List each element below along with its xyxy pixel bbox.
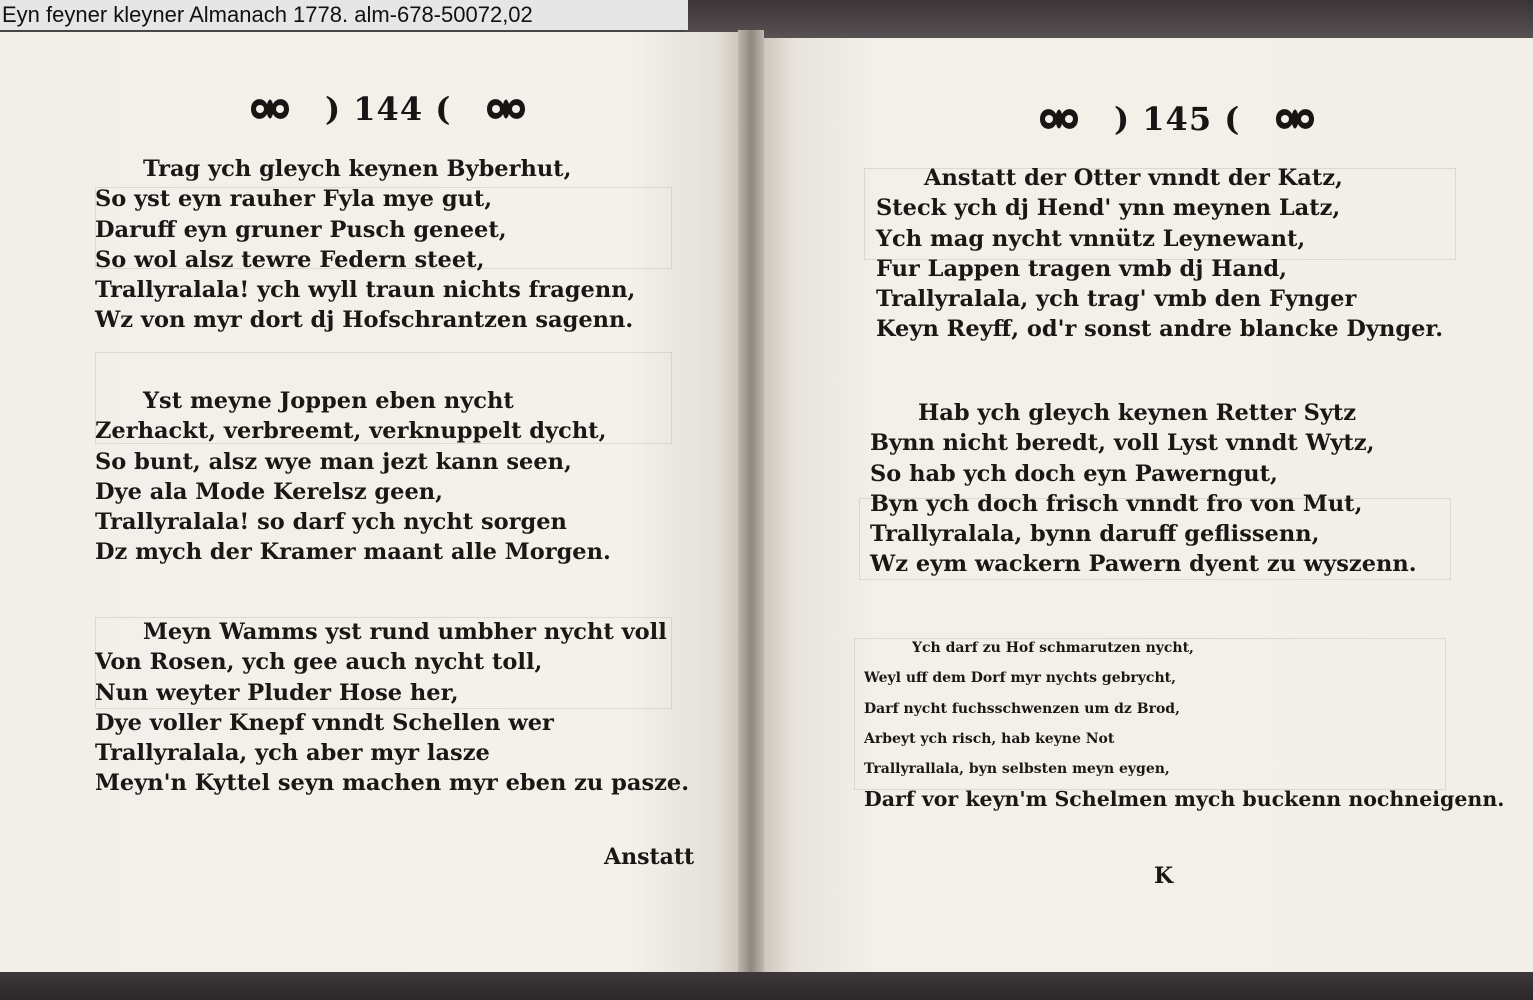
book-cover-top — [686, 0, 1533, 40]
verse-line: Trallyrallala, byn selbsten meyn eygen, — [864, 761, 1170, 778]
fleuron-ornament-icon — [1034, 102, 1084, 136]
book-cover-bottom — [0, 972, 1533, 1000]
fleuron-ornament-icon — [481, 92, 531, 126]
verse-line: Ych mag nycht vnnütz Leynewant, — [876, 225, 1306, 252]
catchword: Anstatt — [604, 844, 695, 870]
verse-line: Weyl uff dem Dorf myr nychts gebrycht, — [864, 670, 1176, 687]
stanza — [870, 398, 1417, 580]
verse-line: Anstatt der Otter vnndt der Katz, — [924, 165, 1343, 191]
verse-line: Dye ala Mode Kerelsz geen, — [95, 478, 443, 505]
verse-line: Bynn nicht beredt, voll Lyst vnndt Wytz, — [870, 430, 1375, 457]
verse-line: So bunt, alsz wye man jezt kann seen, — [95, 448, 572, 475]
verse-line: Dye voller Knepf vnndt Schellen wer — [95, 709, 554, 736]
stanza — [95, 386, 611, 568]
verse-line: Darf vor keyn'm Schelmen mych buckenn nochneigenn. — [864, 787, 1505, 812]
verse-line: Trag ych gleych keynen Byberhut, — [143, 156, 572, 182]
verse-line: Ych darf zu Hof schmarutzen nycht, — [912, 640, 1194, 656]
image-caption: Eyn feyner kleyner Almanach 1778. alm-678-50072,02 — [0, 0, 688, 30]
verse-line: Meyn Wamms yst rund umbher nycht voll — [143, 619, 667, 645]
signature-mark: K — [1154, 863, 1174, 889]
verse-line: Byn ych doch frisch vnndt fro von Mut, — [870, 490, 1363, 517]
book-gutter — [738, 30, 764, 980]
verse-line: Trallyralala, bynn daruff geflissenn, — [870, 521, 1320, 548]
left-page — [0, 32, 738, 972]
verse-line: Trallyralala! so darf ych nycht sorgen — [95, 509, 567, 536]
verse-line: Fur Lappen tragen vmb dj Hand, — [876, 255, 1287, 282]
verse-line: Arbeyt ych risch, hab keyne Not — [864, 730, 1115, 747]
stanza — [95, 617, 689, 799]
verse-line: Darf nycht fuchsschwenzen um dz Brod, — [864, 700, 1180, 717]
verse-line: Wz von myr dort dj Hofschrantzen sagenn. — [95, 307, 634, 334]
fleuron-ornament-icon — [1270, 102, 1320, 136]
page-number: ) 144 ( — [325, 90, 452, 128]
stanza — [95, 154, 635, 336]
verse-line: Keyn Reyff, od'r sonst andre blancke Dynger. — [876, 316, 1444, 343]
fleuron-ornament-icon — [245, 92, 295, 126]
verse-line: Daruff eyn gruner Pusch geneet, — [95, 216, 507, 243]
verse-line: Steck ych dj Hend' ynn meynen Latz, — [876, 195, 1341, 222]
verse-line: Meyn'n Kyttel seyn machen myr eben zu pasze. — [95, 770, 690, 797]
verse-line: Dz mych der Kramer maant alle Morgen. — [95, 539, 611, 566]
verse-line: Nun weyter Pluder Hose her, — [95, 679, 459, 706]
stanza — [864, 633, 1504, 815]
page-header — [1034, 100, 1320, 138]
right-page — [764, 38, 1533, 983]
verse-line: Von Rosen, ych gee auch nycht toll, — [95, 649, 543, 676]
verse-line: Trallyralala! ych wyll traun nichts fragenn, — [95, 277, 636, 304]
verse-line: Zerhackt, verbreemt, verknuppelt dycht, — [95, 418, 607, 445]
stanza — [876, 163, 1443, 345]
verse-line: Wz eym wackern Pawern dyent zu wyszenn. — [870, 551, 1417, 578]
verse-line: So hab ych doch eyn Pawerngut, — [870, 460, 1278, 487]
page-number: ) 145 ( — [1114, 100, 1241, 138]
verse-line: So wol alsz tewre Federn steet, — [95, 246, 485, 273]
verse-line: Trallyralala, ych trag' vmb den Fynger — [876, 286, 1357, 313]
page-header — [245, 90, 531, 128]
verse-line: Hab ych gleych keynen Retter Sytz — [918, 400, 1357, 426]
verse-line: Yst meyne Joppen eben nycht — [143, 388, 514, 414]
verse-line: Trallyralala, ych aber myr lasze — [95, 740, 490, 767]
verse-line: So yst eyn rauher Fyla mye gut, — [95, 186, 493, 213]
